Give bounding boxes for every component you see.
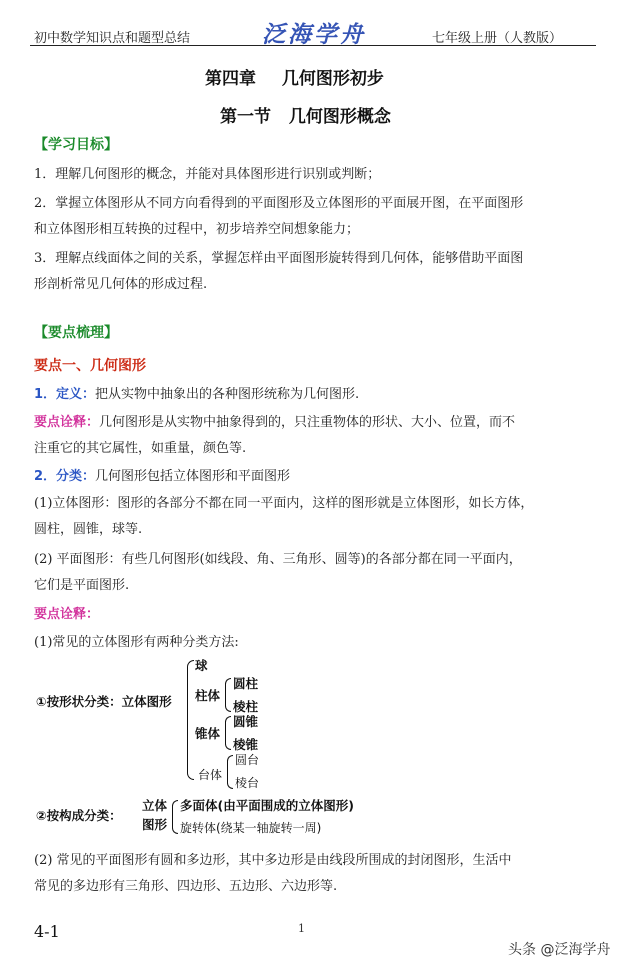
- diagram2-solid-top: 立体: [142, 798, 168, 813]
- header-brand-logo: 泛海学舟: [262, 21, 366, 48]
- diagram1-cone-group: 锥体: [195, 726, 221, 741]
- note1-text-b: 注重它的其它属性，如重量，颜色等.: [34, 441, 247, 456]
- diagram1-prism: 棱柱: [233, 699, 259, 714]
- section-title: 第一节 几何图形概念: [220, 107, 391, 127]
- definition-text: 把从实物中抽象出的各种图形统称为几何图形.: [95, 387, 360, 402]
- diagram1-sphere: 球: [195, 658, 208, 673]
- goal-item-2a: 2．掌握立体图形从不同方向看得到的平面图形及立体图形的平面展开图，在平面图形: [34, 196, 524, 211]
- note1-text-a: 几何图形是从实物中抽象得到的，只注重物体的形状、大小、位置，而不: [99, 415, 516, 430]
- classification-line: [34, 465, 290, 484]
- solid-def-b: 圆柱，圆锥，球等.: [34, 522, 143, 537]
- goals-tag: 【学习目标】: [34, 137, 118, 153]
- diagram2-label: ②按构成分类：: [36, 808, 122, 823]
- goal-item-3a: 3．理解点线面体之间的关系，掌握怎样由平面图形旋转得到几何体，能够借助平面图: [34, 251, 524, 266]
- footer-page-number: 1: [298, 922, 305, 935]
- diagram1-cylinder: 圆柱: [233, 676, 259, 691]
- diagram1-cone: 圆锥: [233, 714, 259, 729]
- diagram1-cylinder-group: 柱体: [195, 688, 221, 703]
- goal-item-3b: 形剖析常见几何体的形成过程.: [34, 277, 208, 292]
- goal-item-1: 1．理解几何图形的概念，并能对具体图形进行识别或判断；: [34, 167, 381, 182]
- definition-line: [34, 383, 359, 402]
- goal-item-2b: 和立体图形相互转换的过程中，初步培养空间想象能力；: [34, 222, 360, 237]
- note1-label: 要点诠释：: [34, 415, 100, 430]
- diagram1-frustum-brace: [227, 755, 233, 789]
- diagram2-revolution: 旋转体(绕某一轴旋转一周): [180, 821, 322, 835]
- classification-text: 几何图形包括立体图形和平面图形: [95, 469, 291, 484]
- diagram1-pyramid: 棱锥: [233, 737, 259, 752]
- point1-title: 要点一、几何图形: [34, 358, 146, 374]
- diagram1-cylinder-brace: [225, 678, 231, 712]
- classification-label: 2．分类：: [34, 469, 96, 484]
- footer-page-id: 4-1: [34, 922, 60, 941]
- plane-common-a: (2) 常见的平面图形有圆和多边形，其中多边形是由线段所围成的封闭图形，生活中: [34, 853, 512, 868]
- diagram2-brace: [172, 800, 178, 834]
- chapter-title: 第四章 几何图形初步: [205, 69, 384, 89]
- diagram1-frustum-group: 台体: [198, 768, 223, 782]
- diagram1-cone-brace: [225, 716, 231, 750]
- diagram1-label: ①按形状分类：立体图形: [36, 694, 172, 709]
- header-left-text: 初中数学知识点和题型总结: [34, 31, 191, 46]
- diagram2-polyhedron: 多面体(由平面围成的立体图形): [180, 798, 354, 813]
- note2-label: 要点诠释：: [34, 607, 100, 622]
- solid-def-a: (1)立体图形：图形的各部分不都在同一平面内，这样的图形就是立体图形，如长方体，: [34, 496, 534, 511]
- definition-label: 1．定义：: [34, 387, 96, 402]
- diagram1-main-brace: [187, 660, 194, 780]
- note1-line: [34, 411, 515, 430]
- note2-text: (1)常见的立体图形有两种分类方法:: [34, 635, 239, 650]
- outline-tag: 【要点梳理】: [34, 325, 118, 341]
- diagram1-pyramid-frustum: 棱台: [235, 776, 260, 790]
- plane-def-b: 它们是平面图形.: [34, 578, 130, 593]
- diagram1-cone-frustum: 圆台: [235, 753, 260, 767]
- plane-common-b: 常见的多边形有三角形、四边形、五边形、六边形等.: [34, 879, 338, 894]
- source-watermark: 头条 @泛海学舟: [508, 942, 611, 958]
- diagram2-solid-bottom: 图形: [142, 817, 168, 832]
- header-right-text: 七年级上册（人教版）: [432, 31, 563, 46]
- plane-def-a: (2) 平面图形：有些几何图形(如线段、角、三角形、圆等)的各部分都在同一平面内，: [34, 552, 522, 567]
- header-divider: [30, 45, 596, 46]
